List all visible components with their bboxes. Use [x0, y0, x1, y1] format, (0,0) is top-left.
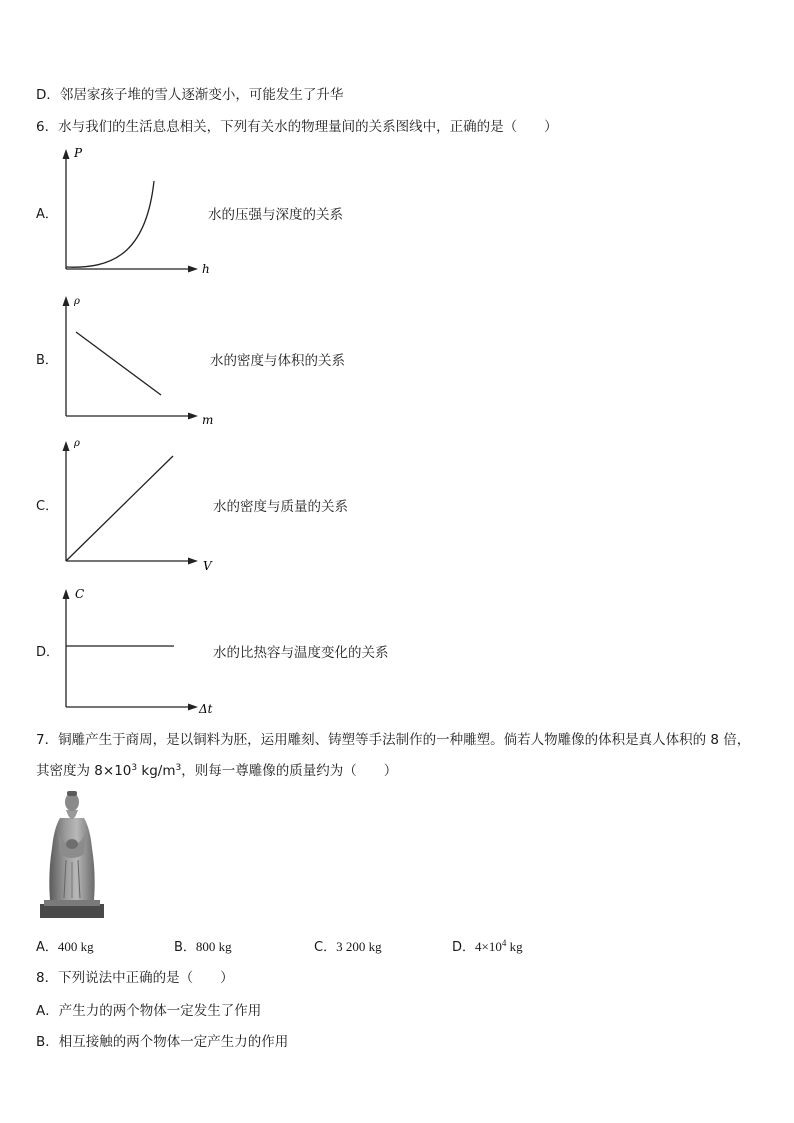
q6-graph-a-y-label: P [74, 146, 83, 160]
q6-graph-d-x-label: Δt [199, 702, 213, 716]
q8-stem: 8．下列说法中正确的是（ ） [36, 970, 234, 986]
q7-answer-c-value: 3 200 kg [336, 939, 382, 954]
q6-option-d-caption: 水的比热容与温度变化的关系 [213, 645, 389, 661]
q8-option-a: A．产生力的两个物体一定发生了作用 [36, 1003, 262, 1019]
q7-answer-d-unit: kg [506, 939, 523, 954]
q6-graph-a-curve [66, 181, 154, 267]
q7-answer-b [174, 936, 232, 955]
q6-option-b-label: B． [36, 353, 58, 368]
q6-graph-a [56, 145, 216, 280]
q7-answer-d-label: D． [452, 940, 476, 955]
q7-answer-b-label: B． [174, 940, 196, 955]
q7-answer-a-label: A． [36, 940, 58, 955]
q6-option-a-caption: 水的压强与深度的关系 [208, 207, 343, 223]
q7-stem-line2-tail: ，则每一尊雕像的质量约为（ ） [181, 763, 398, 779]
q5-option-d: D．邻居家孩子堆的雪人逐渐变小，可能发生了升华 [36, 87, 344, 103]
q7-answer-a-value: 400 kg [57, 939, 94, 954]
q8-option-b: B．相互接触的两个物体一定产生力的作用 [36, 1034, 289, 1050]
q7-answer-b-value: 800 kg [195, 939, 232, 954]
q6-graph-c-line [66, 456, 173, 561]
q6-option-b-caption: 水的密度与体积的关系 [210, 353, 345, 369]
q6-option-a-label: A． [36, 207, 58, 222]
q7-answer-c-label: C． [314, 940, 337, 955]
q7-answer-d [452, 936, 523, 955]
bronze-statue-image [38, 788, 106, 920]
q6-graph-d [56, 583, 216, 718]
q7-density-value: 其密度为 8×10 [36, 763, 132, 779]
q7-answer-d-exponent: 4 [501, 938, 507, 948]
q7-stem-line2 [36, 759, 397, 779]
q7-answer-d-value: 4×10 [475, 939, 502, 954]
q6-graph-a-x-label: h [202, 262, 210, 276]
q6-stem: 6．水与我们的生活息息相关，下列有关水的物理量间的关系图线中，正确的是（ ） [36, 119, 558, 135]
q7-density-exponent: 3 [131, 763, 138, 773]
q7-stem-line1: 7．铜雕产生于商周，是以铜料为胚，运用雕刻、铸塑等手法制作的一种雕塑。倘若人物雕像的体积是真人体积的 8 倍， [36, 732, 751, 748]
q6-option-c-caption: 水的密度与质量的关系 [213, 499, 348, 515]
q6-option-d-label: D． [36, 645, 60, 660]
q6-graph-d-y-label: C [75, 587, 85, 601]
q6-graph-b-line [76, 332, 161, 395]
q6-option-c-label: C． [36, 499, 59, 514]
q7-answer-c [314, 936, 382, 955]
q7-answer-a [36, 936, 94, 955]
q6-graph-c [56, 437, 216, 572]
q6-graph-c-x-label: V [203, 559, 212, 573]
q6-graph-b-x-label: m [202, 413, 214, 427]
q7-density-unit-exponent: 3 [175, 763, 182, 773]
q6-graph-b [56, 292, 216, 427]
q6-graph-c-y-label: ρ [74, 438, 80, 449]
q7-density-unit: kg/m [137, 763, 176, 779]
q6-graph-b-y-label: ρ [74, 296, 80, 307]
